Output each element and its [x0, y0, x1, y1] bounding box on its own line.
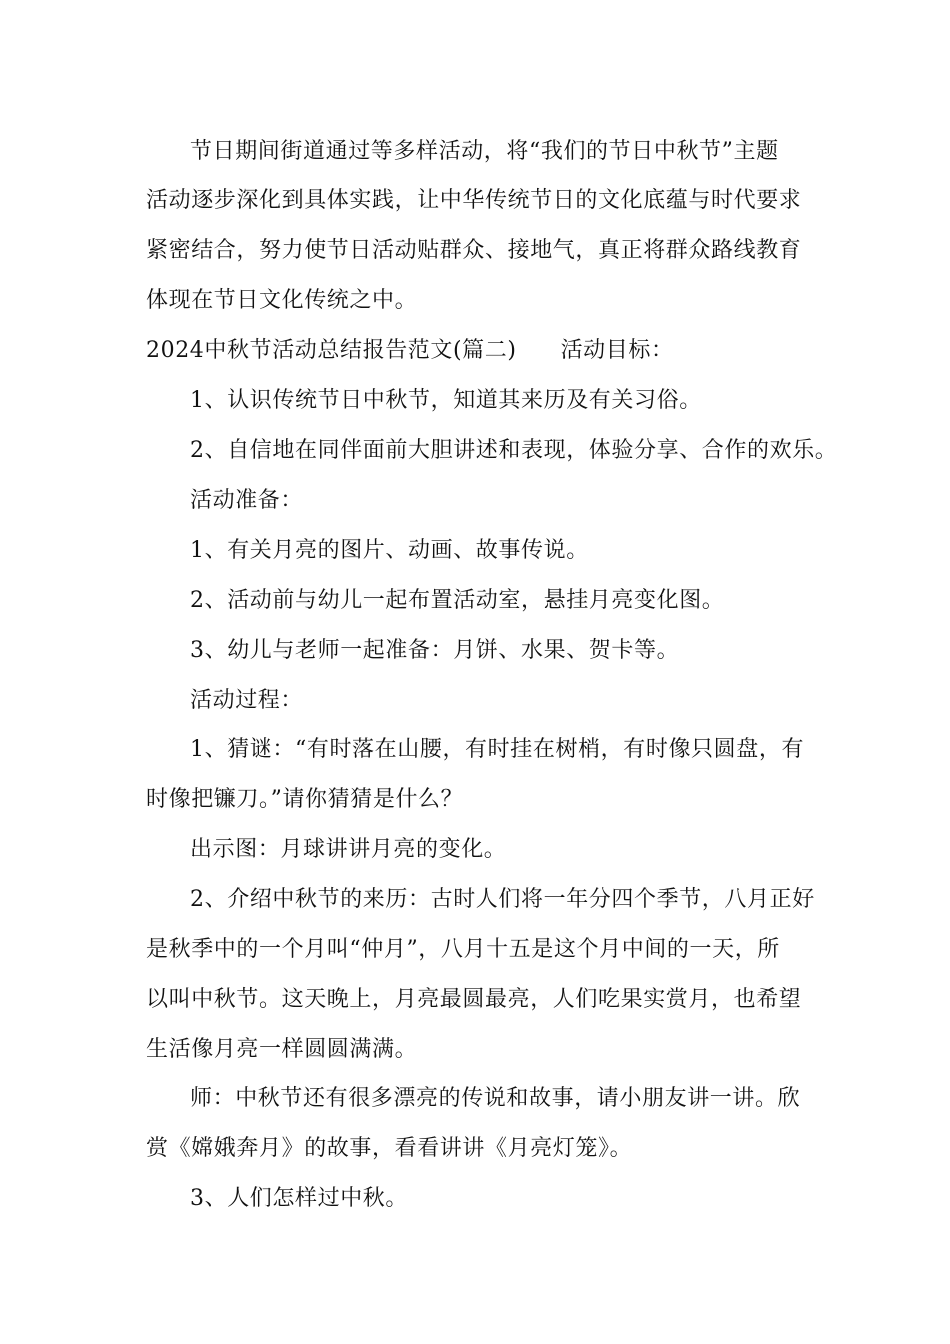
origin-line: 生活像月亮一样圆圆满满。 [146, 1037, 418, 1062]
section-subtitle: 活动目标： [560, 338, 674, 363]
riddle-line: 时像把镰刀。”请你猜猜是什么？ [146, 787, 464, 812]
origin-line: 2、介绍中秋节的来历：古时人们将一年分四个季节，八月正好 [190, 887, 815, 912]
prep-item: 3、幼儿与老师一起准备：月饼、水果、贺卡等。 [190, 638, 680, 663]
goal-item: 2、自信地在同伴面前大胆讲述和表现，体验分享、合作的欢乐。 [190, 438, 838, 463]
prep-heading: 活动准备： [190, 488, 304, 513]
paragraph-line: 体现在节日文化传统之中。 [146, 288, 418, 313]
origin-line: 是秋季中的一个月叫“仲月”，八月十五是这个月中间的一天，所 [146, 937, 780, 962]
prep-item: 2、活动前与幼儿一起布置活动室，悬挂月亮变化图。 [190, 588, 725, 613]
paragraph-line: 活动逐步深化到具体实践，让中华传统节日的文化底蕴与时代要求 [146, 188, 802, 213]
paragraph-line: 节日期间街道通过等多样活动，将“我们的节日中秋节”主题 [190, 139, 779, 164]
goal-item: 1、认识传统节日中秋节，知道其来历及有关习俗。 [190, 388, 702, 413]
process-heading: 活动过程： [190, 688, 304, 713]
section-heading-line [146, 336, 674, 366]
paragraph-line: 紧密结合，努力使节日活动贴群众、接地气，真正将群众路线教育 [146, 238, 802, 263]
teacher-line: 师：中秋节还有很多漂亮的传说和故事，请小朋友讲一讲。欣 [190, 1086, 801, 1111]
prep-item: 1、有关月亮的图片、动画、故事传说。 [190, 538, 589, 563]
origin-line: 以叫中秋节。这天晚上，月亮最圆最亮，人们吃果实赏月，也希望 [146, 987, 802, 1012]
teacher-line: 赏《嫦娥奔月》的故事，看看讲讲《月亮灯笼》。 [146, 1136, 633, 1161]
last-item: 3、人们怎样过中秋。 [190, 1186, 408, 1211]
show-picture-line: 出示图：月球讲讲月亮的变化。 [190, 837, 507, 862]
section-title: 2024中秋节活动总结报告范文(篇二) [146, 338, 517, 363]
riddle-line: 1、猜谜：“有时落在山腰，有时挂在树梢，有时像只圆盘，有 [190, 737, 805, 762]
